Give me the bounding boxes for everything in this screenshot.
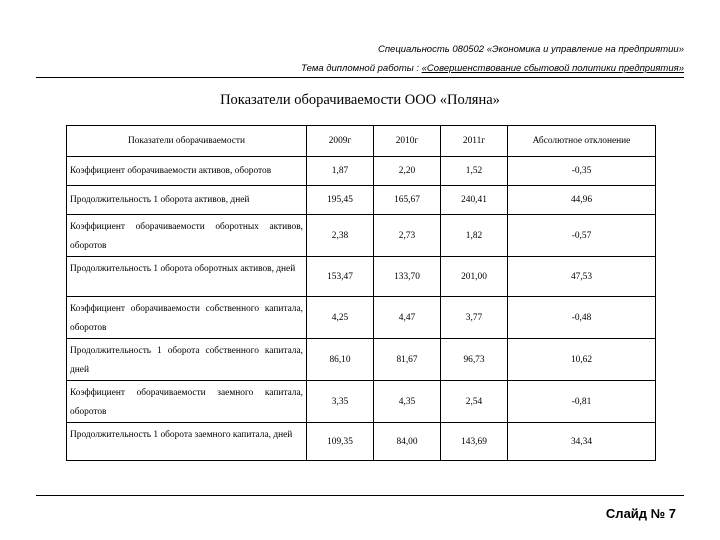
table-row [67,186,656,215]
thesis-topic-prefix: Тема дипломной работы : [301,63,422,74]
table-row [67,257,656,297]
cell-2009: 3,35 [307,381,374,423]
cell-2009: 109,35 [307,423,374,461]
row-label: Продолжительность 1 оборота оборотных активов, дней [67,257,307,297]
page-title: Показатели оборачиваемости ООО «Поляна» [220,92,500,108]
row-label: Коэффициент оборачиваемости оборотных активов, оборотов [67,215,307,257]
slide-number: Слайд № 7 [605,506,676,521]
cell-2010: 81,67 [374,339,441,381]
footer-divider [36,495,684,496]
cell-2010: 133,70 [374,257,441,297]
cell-2009: 1,87 [307,157,374,186]
cell-deviation: 44,96 [508,186,656,215]
cell-2009: 86,10 [307,339,374,381]
column-header-2009: 2009г [307,126,374,157]
table-row [67,215,656,257]
cell-2009: 153,47 [307,257,374,297]
row-label: Продолжительность 1 оборота собственного капитала, дней [67,339,307,381]
table-row [67,297,656,339]
row-label: Коэффициент оборачиваемости активов, оборотов [67,157,307,186]
row-label: Продолжительность 1 оборота активов, дней [67,186,307,215]
cell-2009: 195,45 [307,186,374,215]
cell-2011: 240,41 [441,186,508,215]
table-row [67,339,656,381]
cell-deviation: 34,34 [508,423,656,461]
cell-2011: 143,69 [441,423,508,461]
thesis-topic: «Совершенствование сбытовой политики предприятия» [421,63,684,74]
cell-2011: 1,52 [441,157,508,186]
column-header-2011: 2011г [441,126,508,157]
row-label: Продолжительность 1 оборота заемного капитала, дней [67,423,307,461]
cell-2009: 4,25 [307,297,374,339]
specialty-header: Специальность 080502 «Экономика и управление на предприятии» [377,44,684,55]
cell-2010: 165,67 [374,186,441,215]
column-header-indicator: Показатели оборачиваемости [67,126,307,157]
table-header-row [67,126,656,157]
cell-2011: 2,54 [441,381,508,423]
cell-2011: 1,82 [441,215,508,257]
cell-2010: 2,20 [374,157,441,186]
cell-deviation: -0,81 [508,381,656,423]
cell-2011: 96,73 [441,339,508,381]
cell-2010: 4,47 [374,297,441,339]
cell-deviation: 47,53 [508,257,656,297]
column-header-deviation: Абсолютное отклонение [508,126,656,157]
cell-deviation: 10,62 [508,339,656,381]
turnover-table [66,125,656,461]
cell-2009: 2,38 [307,215,374,257]
cell-deviation: -0,35 [508,157,656,186]
cell-deviation: -0,57 [508,215,656,257]
table-row [67,423,656,461]
table-row [67,157,656,186]
cell-deviation: -0,48 [508,297,656,339]
cell-2010: 2,73 [374,215,441,257]
header-divider [36,77,684,78]
thesis-topic-header [301,63,684,74]
cell-2011: 3,77 [441,297,508,339]
cell-2011: 201,00 [441,257,508,297]
row-label: Коэффициент оборачиваемости собственного капитала, оборотов [67,297,307,339]
column-header-2010: 2010г [374,126,441,157]
table-row [67,381,656,423]
row-label: Коэффициент оборачиваемости заемного капитала, оборотов [67,381,307,423]
cell-2010: 84,00 [374,423,441,461]
cell-2010: 4,35 [374,381,441,423]
